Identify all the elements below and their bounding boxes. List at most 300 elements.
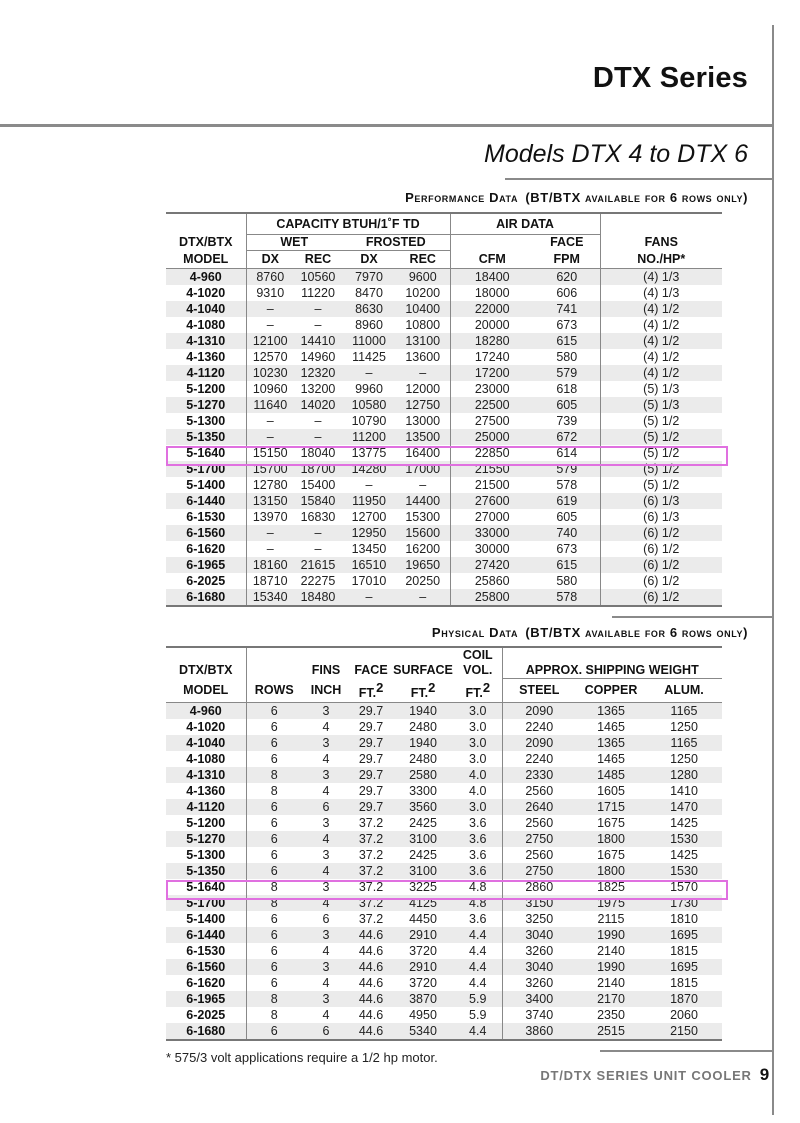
model-cell: 5-1200 [186,815,226,830]
data-cell: – [294,429,342,445]
data-cell: 37.2 [358,911,384,926]
data-cell: 8 [246,783,302,799]
data-cell: 4.8 [469,879,487,894]
data-cell: 2580 [392,767,454,783]
data-cell: 6 [246,911,302,927]
data-cell: 15150 [246,445,294,461]
data-cell: 2480 [409,719,437,734]
wet-rec-header: REC [304,252,332,266]
model-cell: 6-1965 [166,557,246,573]
model-cell: 4-1080 [186,751,226,766]
data-cell: – [342,365,396,381]
data-cell: – [396,589,450,606]
data-cell: 11425 [352,350,386,364]
data-cell: 18700 [294,461,342,477]
model-cell: 6-1965 [166,991,246,1007]
table-row [166,493,722,509]
table-row [166,413,722,429]
data-cell: (6) 1/2 [600,525,722,541]
performance-table [166,212,722,607]
model-header-line1: DTX/BTX [179,235,233,249]
data-cell: – [246,525,294,541]
data-cell: 5.9 [454,991,502,1007]
data-cell: 7970 [342,269,396,286]
table-row [166,719,722,735]
data-cell: 4.4 [469,943,487,958]
data-cell: 1810 [670,911,698,926]
cfm-header: CFM [450,251,534,269]
data-cell: (6) 1/2 [600,557,722,573]
data-cell: 37.2 [358,847,384,862]
data-cell: 6 [246,943,302,959]
data-cell: 1605 [597,783,625,798]
model-header-line2: MODEL [183,251,229,266]
model-cell: 5-1400 [186,911,226,926]
coil-ft-unit: FT. [465,685,483,700]
data-cell: 1250 [670,719,698,734]
data-cell: 17010 [351,574,387,588]
face-header-line2: FPM [553,251,580,266]
data-cell: 13150 [246,493,294,509]
data-cell: 1695 [646,959,722,975]
data-cell: 37.2 [350,831,392,847]
table-row [166,991,722,1007]
data-cell: 619 [534,493,600,509]
data-cell: – [314,414,322,428]
data-cell: 3720 [409,943,437,958]
table-row [166,301,722,317]
data-cell: 2115 [597,911,625,926]
data-cell: 29.7 [350,767,392,783]
highlight-box-performance [166,446,728,466]
data-cell: 3 [322,815,330,830]
data-cell: 13500 [396,429,450,445]
data-cell: 6 [246,702,302,719]
data-cell: 12950 [342,525,396,541]
data-cell: 21550 [450,461,534,477]
table-row [166,333,722,349]
data-cell: 3400 [502,991,576,1007]
data-cell: 16830 [300,510,336,524]
table-row [166,285,722,301]
data-cell: – [314,318,322,332]
model-cell: 6-1560 [166,525,246,541]
data-cell: 1675 [597,815,625,830]
model-cell: 4-1020 [186,286,226,300]
data-cell: 3 [322,847,330,862]
data-cell: 12100 [246,333,294,349]
data-cell: 8 [246,1007,302,1023]
alum-header: ALUM. [664,682,704,697]
data-cell: 16510 [342,557,396,573]
data-cell: 15300 [405,510,441,524]
data-cell: (5) 1/2 [600,429,722,445]
data-cell: 14020 [294,397,342,413]
data-cell: 10400 [396,301,450,317]
data-cell: 15340 [246,589,294,606]
data-cell: 27000 [450,509,534,525]
data-cell: 6 [246,863,302,879]
fins-header-line1: FINS [311,663,341,678]
data-cell: 12750 [396,397,450,413]
model-cell: 5-1640 [186,446,226,460]
data-cell: 14960 [300,350,336,364]
data-cell: (5) 1/2 [600,477,722,493]
data-cell: 4 [322,1007,330,1022]
model-cell: 4-960 [166,702,246,719]
data-cell: 6 [246,719,302,735]
data-cell: 1715 [576,799,646,815]
data-cell: 44.6 [350,927,392,943]
fans-header-line2: NO./HP* [600,251,722,269]
data-cell: 1280 [646,767,722,783]
data-cell: 15600 [396,525,450,541]
data-cell: 740 [534,525,600,541]
model-cell: 4-1120 [166,799,246,815]
footer-label: DT/DTX SERIES UNIT COOLER [540,1068,752,1083]
data-cell: 1365 [576,735,646,751]
data-cell: 1165 [646,702,722,719]
data-cell: 29.7 [358,783,384,798]
fins-header-line2: INCH [310,682,342,697]
highlight-box-physical [166,880,728,900]
coil-header-line3 [454,679,502,703]
data-cell: 25800 [450,589,534,606]
face-ft-unit: FT. [358,685,377,700]
table-row [166,702,722,719]
data-cell: 2560 [502,783,576,799]
data-cell: 10580 [342,397,396,413]
data-cell: – [246,301,294,317]
data-cell: 14410 [294,333,342,349]
data-cell: 17000 [396,461,450,477]
phys-model-header-line1: DTX/BTX [179,663,233,678]
data-cell: 10800 [405,318,441,332]
table-row [166,477,722,493]
data-cell: 4.0 [454,767,502,783]
model-cell: 6-1620 [186,542,226,556]
data-cell: 18160 [246,557,294,573]
data-cell: 4 [322,719,330,734]
data-cell: 6 [246,751,302,767]
data-cell: – [246,317,294,333]
data-cell: 44.6 [350,991,392,1007]
table-row [166,735,722,751]
table-row [166,751,722,767]
data-cell: 6 [246,735,302,751]
face-ft-header-line2 [350,679,392,703]
surface-blank [392,647,454,663]
data-cell: 1975 [576,895,646,911]
data-cell: 620 [534,269,600,286]
data-cell: 1695 [646,927,722,943]
table-row [166,589,722,606]
table-row [166,349,722,365]
data-cell: – [342,589,396,606]
data-cell: 580 [556,350,578,364]
data-cell: 44.6 [358,1007,384,1022]
data-cell: 673 [556,318,578,332]
data-cell: 615 [534,557,600,573]
table-row [166,799,722,815]
data-cell: 3100 [392,831,454,847]
data-cell: 6 [246,847,302,863]
data-cell: 22000 [450,301,534,317]
data-cell: 4.0 [469,783,487,798]
data-cell: (4) 1/2 [600,349,722,365]
weight-blank [502,647,722,663]
model-cell: 4-960 [166,269,246,286]
data-cell: (5) 1/2 [600,413,722,429]
data-cell: 29.7 [358,751,384,766]
table-row [166,1023,722,1040]
data-cell: 4.8 [454,895,502,911]
table-row [166,381,722,397]
model-cell: 4-1120 [166,365,246,381]
frosted-dx-header: DX [360,252,378,266]
table-row [166,269,722,286]
data-cell: 3150 [502,895,576,911]
model-cell: 6-1680 [166,1023,246,1040]
data-cell: 1815 [670,975,698,990]
model-cell: 6-1530 [186,510,226,524]
data-cell: 4.4 [454,1023,502,1040]
fans-header-blank [600,213,722,235]
data-cell: 5.9 [469,1007,487,1022]
data-cell: 605 [556,510,578,524]
page-footer [540,1065,770,1085]
data-cell: 19650 [396,557,450,573]
air-data-header: AIR DATA [450,213,600,235]
model-cell: 5-1640 [186,879,226,894]
surface-header-line1: SURFACE [393,663,453,678]
data-cell: 12700 [351,510,387,524]
surface-ft-superscript: 2 [428,679,436,695]
data-cell: 4950 [409,1007,437,1022]
table-row [166,943,722,959]
data-cell: 1940 [392,702,454,719]
data-cell: 3740 [502,1007,576,1023]
capacity-header: CAPACITY BTUH/1˚F TD [246,213,450,235]
wet-dx-header: DX [246,251,294,269]
data-cell: 6 [302,799,350,815]
data-cell: 739 [556,414,578,428]
data-cell: 18040 [300,446,336,460]
model-cell: 4-1360 [186,783,226,798]
data-cell: 8760 [246,269,294,286]
data-cell: 3.6 [469,911,487,926]
data-cell: 1465 [597,719,625,734]
data-cell: 2350 [597,1007,625,1022]
data-cell: 3 [302,702,350,719]
face-ft-header-line1: FACE [354,663,388,678]
table-row [166,863,722,879]
model-cell: 6-1440 [166,927,246,943]
data-cell: (5) 1/2 [600,445,722,461]
face-blank [350,647,392,663]
data-cell: 614 [556,446,578,460]
data-cell: 2750 [502,831,576,847]
data-cell: 27420 [450,557,534,573]
data-cell: 4125 [392,895,454,911]
table-row [166,959,722,975]
data-cell: 741 [534,301,600,317]
data-cell: 29.7 [358,719,384,734]
face-ft-superscript: 2 [376,679,384,695]
data-cell: 2060 [670,1007,698,1022]
data-cell: 3720 [409,975,437,990]
steel-header: STEEL [502,679,576,703]
data-cell: 10230 [246,365,294,381]
table-row [166,397,722,413]
data-cell: 1730 [646,895,722,911]
data-cell: 8 [246,879,302,895]
surface-ft-unit: FT. [410,685,429,700]
data-cell: 3 [322,879,330,894]
data-cell: 4.4 [469,975,487,990]
data-cell: 9600 [396,269,450,286]
data-cell: 20000 [450,317,534,333]
data-cell: 6 [246,799,302,815]
data-cell: 2425 [409,847,437,862]
data-cell: 1425 [670,847,698,862]
data-cell: (6) 1/3 [600,493,722,509]
data-cell: 1165 [646,735,722,751]
data-cell: 13200 [300,382,336,396]
model-cell: 5-1350 [166,429,246,445]
data-cell: 8 [246,895,302,911]
data-cell: 2560 [502,847,576,863]
data-cell: 6 [246,831,302,847]
model-cell: 5-1350 [166,863,246,879]
table-row [166,815,722,831]
data-cell: 3 [302,927,350,943]
data-cell: 8960 [355,318,383,332]
cfm-header-blank [450,235,534,251]
model-cell: 5-1270 [166,397,246,413]
data-cell: 2425 [409,815,437,830]
model-cell: 5-1700 [166,895,246,911]
data-cell: 11640 [246,397,294,413]
data-cell: 10200 [405,286,441,300]
data-cell: 3.0 [454,702,502,719]
data-cell: 605 [534,397,600,413]
data-cell: 22275 [300,574,336,588]
table-row [166,767,722,783]
data-cell: 3300 [409,783,437,798]
table-row [166,541,722,557]
data-cell: 8470 [355,286,383,300]
data-cell: 12000 [405,382,441,396]
data-cell: 11200 [342,429,396,445]
data-cell: 2750 [502,863,576,879]
data-cell: 3.0 [454,799,502,815]
data-cell: 2240 [502,719,576,735]
data-cell: 4 [302,863,350,879]
data-cell: 606 [556,286,578,300]
model-cell: 5-1300 [186,847,226,862]
data-cell: 16400 [405,446,441,460]
data-cell: 14280 [342,461,396,477]
model-cell: 5-1270 [166,831,246,847]
data-cell: 579 [534,365,600,381]
data-cell: 2240 [502,751,576,767]
data-cell: 4 [322,783,330,798]
footer-rule [600,1050,774,1052]
data-cell: (5) 1/3 [600,397,722,413]
rows-top-blank [246,663,302,679]
data-cell: 3.0 [469,751,487,766]
data-cell: 12320 [294,365,342,381]
table-row [166,847,722,863]
performance-section-title [405,190,748,205]
data-cell: 27500 [450,413,534,429]
data-cell: 11000 [342,333,396,349]
data-cell: 13100 [396,333,450,349]
data-cell: 1825 [597,879,625,894]
data-cell: 18400 [450,269,534,286]
right-vertical-rule [772,25,774,1115]
data-cell: 25860 [450,573,534,589]
data-cell: 29.7 [350,799,392,815]
data-cell: 3260 [502,975,576,991]
physical-title-main: Physical Data [431,625,519,640]
data-cell: 1815 [670,943,698,958]
data-cell: (5) 1/3 [600,381,722,397]
data-cell: 25000 [450,429,534,445]
data-cell: 3.6 [469,847,487,862]
table-row [166,573,722,589]
data-cell: 18710 [246,573,294,589]
data-cell: 12570 [246,349,294,365]
data-cell: (4) 1/2 [600,317,722,333]
data-cell: 4 [322,975,330,990]
data-cell: 21615 [294,557,342,573]
model-cell: 5-1400 [186,478,226,492]
model-cell: 4-1360 [186,350,226,364]
data-cell: 9960 [355,382,383,396]
performance-table-body [166,269,722,607]
data-cell: 13970 [246,509,294,525]
data-cell: 1940 [392,735,454,751]
data-cell: 16200 [405,542,441,556]
data-cell: 44.6 [350,959,392,975]
data-cell: – [246,541,294,557]
data-cell: 1410 [670,783,698,798]
data-cell: 11220 [301,286,335,300]
table-row [166,783,722,799]
table-row [166,831,722,847]
data-cell: 37.2 [358,815,384,830]
data-cell: 1675 [597,847,625,862]
data-cell: 44.6 [350,1023,392,1040]
data-cell: 2640 [502,799,576,815]
data-cell: 1365 [576,702,646,719]
table-row [166,509,722,525]
data-cell: 3 [302,767,350,783]
data-cell: 3250 [502,911,576,927]
data-cell: 3.6 [454,863,502,879]
data-cell: 4 [302,895,350,911]
data-cell: 37.2 [350,863,392,879]
data-cell: 8 [246,767,302,783]
data-cell: 8 [246,991,302,1007]
data-cell: 10560 [294,269,342,286]
data-cell: (6) 1/3 [600,509,722,525]
phys-model-blank [166,647,246,663]
data-cell: 580 [556,574,578,588]
physical-table [166,646,722,1041]
